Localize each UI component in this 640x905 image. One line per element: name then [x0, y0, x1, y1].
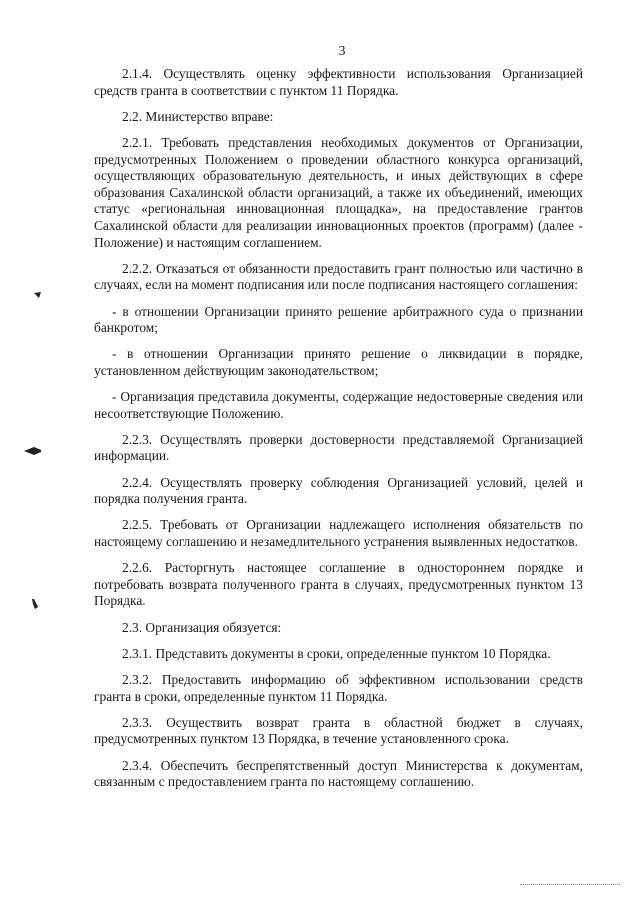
- clause-2-3-3: 2.3.3. Осуществить возврат гранта в областной бюджет в случаях, предусмотренных пунктом 13 Порядка, в течение установленного срока.: [94, 714, 583, 747]
- clause-2-3-2: 2.3.2. Предоставить информацию об эффективном использовании средств гранта в сроки, определенные пунктом 11 Порядка.: [94, 671, 583, 704]
- clause-2-1-4: 2.1.4. Осуществлять оценку эффективности использования Организацией средств гранта в соответствии с пунктом 11 Порядка.: [94, 66, 583, 98]
- scan-speck-mark: [33, 290, 43, 300]
- page-number: 3: [338, 44, 346, 59]
- clause-2-3-4: 2.3.4. Обеспечить беспрепятственный доступ Министерства к документам, связанным с предоставлением гранта по настоящему соглашению.: [94, 757, 583, 790]
- scan-arrow-mark: [24, 446, 42, 456]
- clause-2-2-4: 2.2.4. Осуществлять проверку соблюдения Организацией условий, целей и порядка получения гранта.: [94, 474, 583, 507]
- footer-rule: [520, 884, 620, 885]
- clause-2-2-5: 2.2.5. Требовать от Организации надлежащего исполнения обязательств по настоящему соглашению и незамедлительного устранения выявленных недостатков.: [94, 517, 583, 549]
- clause-2-2-2-item-liquidation: - в отношении Организации принято решение о ликвидации в порядке, установленном действующим законодательством;: [94, 346, 583, 378]
- clause-2-2-6: 2.2.6. Расторгнуть настоящее соглашение в одностороннем порядке и потребовать возврата полученного гранта в случаях, предусмотренных пунктом 13 Порядка.: [94, 560, 583, 609]
- clause-2-2-2-item-false-documents: - Организация представила документы, содержащие недостоверные сведения или несоответствующие Положению.: [94, 389, 583, 421]
- scan-speck-mark: [30, 598, 40, 610]
- clause-2-2-2: 2.2.2. Отказаться от обязанности предоставить грант полностью или частично в случаях, если на момент подписания или после подписания настоящего соглашения:: [94, 260, 583, 293]
- clause-2-3-1: 2.3.1. Представить документы в сроки, определенные пунктом 10 Порядка.: [122, 645, 551, 661]
- document-body: [94, 66, 583, 800]
- clause-2-2-heading: 2.2. Министерство вправе:: [122, 108, 274, 124]
- clause-2-2-2-item-bankruptcy: - в отношении Организации принято решение арбитражного суда о признании банкротом;: [94, 303, 583, 336]
- clause-2-2-1: 2.2.1. Требовать представления необходимых документов от Организации, предусмотренных Положением о проведении областного конкурса организаций, осуществляющих образовательную деятельность, и иных действующих в сфере образования Сахалинской области организаций, а также их объединений, имеющих статус «региональная инновационная площадка», на предоставление грантов Сахалинской области для реализации инновационных проектов (программ) (далее - Положение) и настоящим соглашением.: [94, 134, 583, 250]
- clause-2-2-3: 2.2.3. Осуществлять проверки достоверности представляемой Организацией информации.: [94, 431, 583, 464]
- clause-2-3-heading: 2.3. Организация обязуется:: [122, 619, 282, 635]
